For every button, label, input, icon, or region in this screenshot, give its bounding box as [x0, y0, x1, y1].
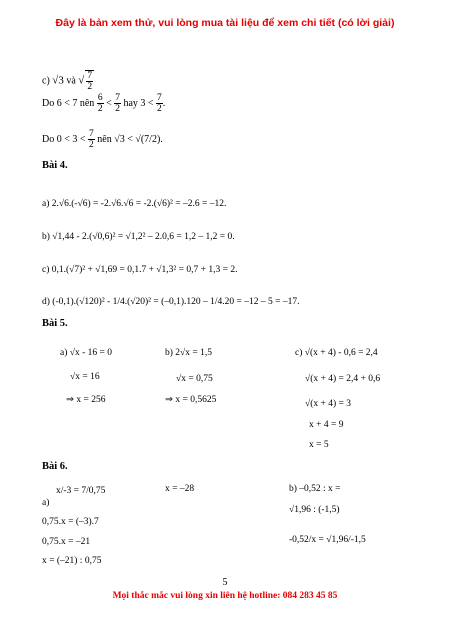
comparison-text: Do 6 < 7 nên — [42, 97, 95, 109]
sqrt3-expr: √3 — [52, 74, 64, 87]
conclusion-expr: √3 < √(7/2). — [114, 133, 163, 145]
bai6-b-3: -0,52/x = √1,96/-1,5 — [289, 535, 366, 545]
fraction-6-2: $\frac{6}{2}$ — [97, 93, 103, 114]
bai5-a-2: √x = 16 — [70, 372, 100, 382]
bai6-a-2: 0,75.x = (–3).7 — [42, 517, 99, 527]
bai5-b-2: √x = 0,75 — [176, 374, 213, 384]
part-c-label: c) — [42, 75, 50, 87]
bai5-c-4: x + 4 = 9 — [309, 420, 344, 430]
fraction-7-2c: $\frac{7}{2}$ — [89, 129, 94, 150]
bai6-a-4: x = (–21) : 0,75 — [42, 556, 102, 566]
section-title-bai4: Bài 4. — [42, 160, 68, 171]
bai5-a-1: a) √x - 16 = 0 — [60, 348, 112, 358]
comparison-line-1: Do 6 < 7 nên $\frac{6}{2}$ < $\frac{7}{2}$ hay 3 < $\frac{7}{2}$ . — [42, 93, 166, 114]
bai6-a-eq: x/-3 = 7/0,75 — [56, 486, 106, 496]
preview-banner: Đây là bản xem thử, vui lòng mua tài liệu để xem chi tiết (có lời giải) — [55, 17, 395, 29]
bai6-mid: x = –28 — [165, 484, 195, 494]
bai5-b-1: b) 2√x = 1,5 — [165, 348, 212, 358]
part-c-line: c) √3 và √ $\frac{7}{2}$ — [42, 71, 93, 92]
bai5-c-5: x = 5 — [309, 440, 329, 450]
comparison-line-2: Do 0 < 3 < $\frac{7}{2}$ nên √3 < √(7/2). — [42, 129, 163, 150]
bai6-a-3: 0,75.x = –21 — [42, 537, 91, 547]
and-word: và — [66, 75, 76, 87]
bai5-a-3: ⇒ x = 256 — [66, 395, 106, 405]
fraction-7-2: $\frac{7}{2}$ — [115, 93, 120, 114]
bai4-b: b) √1,44 - 2.(√0,6)² = √1,2² – 2.0,6 = 1,2 – 1,2 = 0. — [42, 232, 235, 242]
sqrt-fraction: $\frac{7}{2}$ — [87, 71, 93, 92]
section-title-bai6: Bài 6. — [42, 461, 68, 472]
section-title-bai5: Bài 5. — [42, 318, 68, 329]
hotline-footer: Mọi thắc mắc vui lòng xin liên hệ hotline: 084 283 45 85 — [112, 591, 338, 601]
bai4-a: a) 2.√6.(-√6) = -2.√6.√6 = -2.(√6)² = –2.6 = –12. — [42, 199, 227, 209]
page-number: 5 — [222, 577, 228, 588]
bai4-c: c) 0,1.(√7)² + √1,69 = 0,1.7 + √1,3² = 0,7 + 1,3 = 2. — [42, 265, 238, 275]
bai5-c-3: √(x + 4) = 3 — [305, 399, 352, 409]
bai6-b-1: b) –0,52 : x = — [289, 484, 341, 494]
bai6-b-2: √1,96 : (-1,5) — [289, 505, 340, 515]
bai6-a-label: a) — [42, 498, 50, 508]
bai5-b-3: ⇒ x = 0,5625 — [165, 395, 217, 405]
bai5-c-1: c) √(x + 4) - 0,6 = 2,4 — [295, 348, 378, 358]
fraction-7-2b: $\frac{7}{2}$ — [157, 93, 162, 114]
bai5-c-2: √(x + 4) = 2,4 + 0,6 — [305, 374, 381, 384]
bai4-d: d) (-0,1).(√120)² - 1/4.(√20)² = (–0,1).120 – 1/4.20 = –12 – 5 = –17. — [42, 297, 300, 307]
